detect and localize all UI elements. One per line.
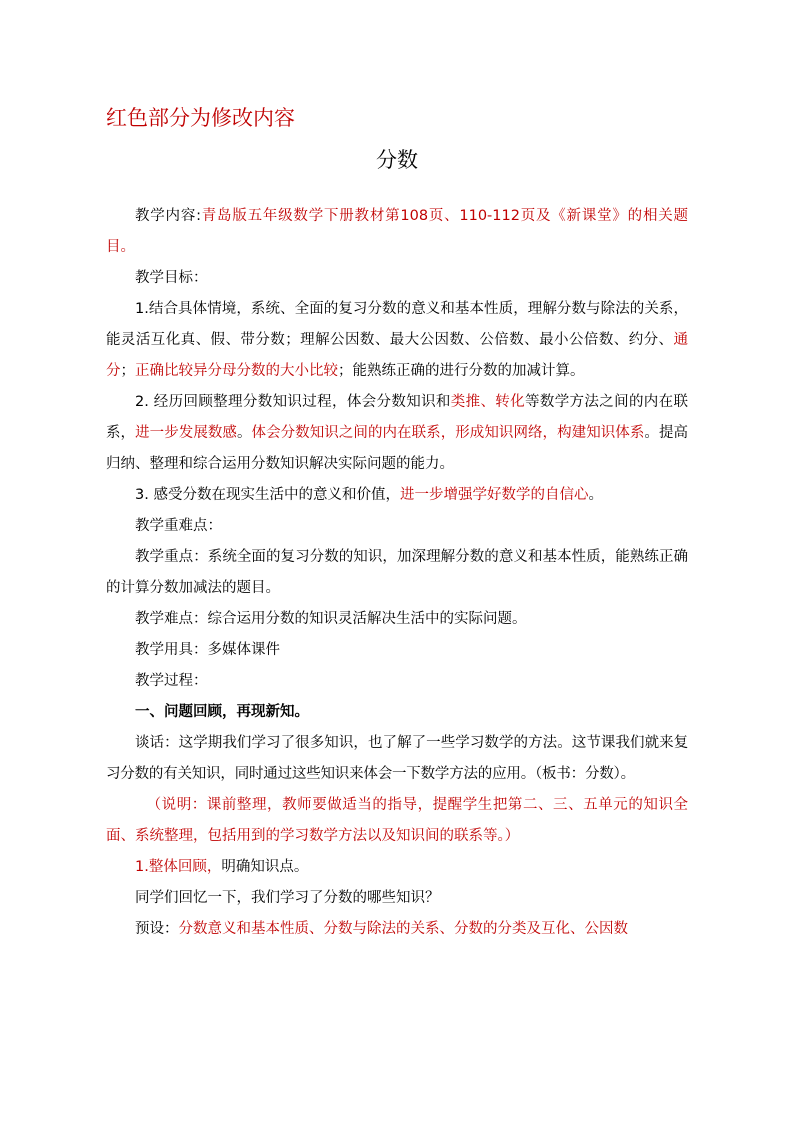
document-body [106,201,688,945]
label-teaching-goals: 教学目标： [135,270,208,286]
revision-note: 红色部分为修改内容 [106,106,295,130]
text-overall-review-a: 1.整体回顾， [135,859,222,875]
paragraph-teaching-focus [106,542,688,604]
goal-2-text-b: 类推、转化 [450,394,526,410]
text-teaching-difficulty: 教学难点：综合运用分数的知识灵活解决生活中的实际问题。 [135,611,527,627]
text-teaching-content: 青岛版五年级数学下册教材第108页、110-112页及《新课堂》的相关题目。 [106,208,688,255]
goal-2-text-a: 2. 经历回顾整理分数知识过程，体会分数知识和 [135,394,451,410]
goal-1-text-d: 正确比较异分母分数的大小比较 [135,363,338,379]
label-teaching-content: 教学内容: [135,208,201,224]
paragraph-talk [106,728,688,790]
paragraph-overall-review [106,852,688,883]
text-section-1: 一、问题回顾，再现新知。 [135,704,309,720]
paragraph-goal-2 [106,387,688,480]
text-overall-review-b: 明确知识点。 [221,859,309,875]
page-title: 分数 [376,148,418,172]
text-explanation: （说明：课前整理，教师要做适当的指导，提醒学生把第二、三、五单元的知识全面、系统整理，包括用到的学习数学方法以及知识间的联系等。） [106,797,688,844]
paragraph-goal-3 [106,480,688,511]
goal-2-text-c: 等数学方法之间的内在联系， [106,394,689,441]
goal-1-text-a: 1.结合具体情境，系统、全面的复习分数的意义和基本性质，理解分数与除法的关系，能灵活互化真、假、带分数；理解公因数、最大公因数、公倍数、最小公倍数、约分、 [106,301,688,348]
heading-teaching-process [106,666,688,697]
heading-teaching-goals [106,263,688,294]
text-preview-b: 分数意义和基本性质、分数与除法的关系、分数的分类及互化、公因数 [178,921,628,937]
text-talk: 谈话：这学期我们学习了很多知识，也了解了一些学习数学的方法。这节课我们就来复习分数的有关知识，同时通过这些知识来体会一下数学方法的应用。（板书：分数）。 [106,735,688,782]
heading-section-1 [106,697,688,728]
text-question: 同学们回忆一下，我们学习了分数的哪些知识？ [135,890,440,906]
goal-1-text-b: 通分 [106,332,688,379]
goal-3-text-a: 3. 感受分数在现实生活中的意义和价值， [135,487,400,503]
goal-1-text-e: ；能熟练正确的进行分数的加减计算。 [338,363,585,379]
goal-1-text-c: ； [120,363,135,379]
text-teaching-tools: 教学用具：多媒体课件 [135,642,280,658]
label-teaching-process: 教学过程： [135,673,208,689]
paragraph-goal-1 [106,294,688,387]
label-key-points: 教学重难点： [135,518,222,534]
goal-2-text-g: 。提高归纳、整理和综合运用分数知识解决实际问题的能力。 [106,425,689,472]
paragraph-teaching-content [106,201,688,263]
text-preview-a: 预设： [135,921,179,937]
paragraph-teaching-tools [106,635,688,666]
goal-2-text-f: 体会分数知识之间的内在联系，形成知识网络，构建知识体系 [251,425,645,441]
goal-2-text-e: 。 [236,425,252,441]
paragraph-explanation [106,790,688,852]
goal-2-text-d: 进一步发展数感 [135,425,237,441]
paragraph-teaching-difficulty [106,604,688,635]
paragraph-question [106,883,688,914]
text-teaching-focus: 教学重点：系统全面的复习分数的知识，加深理解分数的意义和基本性质，能熟练正确的计算分数加减法的题目。 [106,549,688,596]
goal-3-text-b: 进一步增强学好数学的自信心 [399,487,589,503]
goal-3-text-c: 。 [588,487,603,503]
paragraph-preview [106,914,688,945]
heading-key-points [106,511,688,542]
